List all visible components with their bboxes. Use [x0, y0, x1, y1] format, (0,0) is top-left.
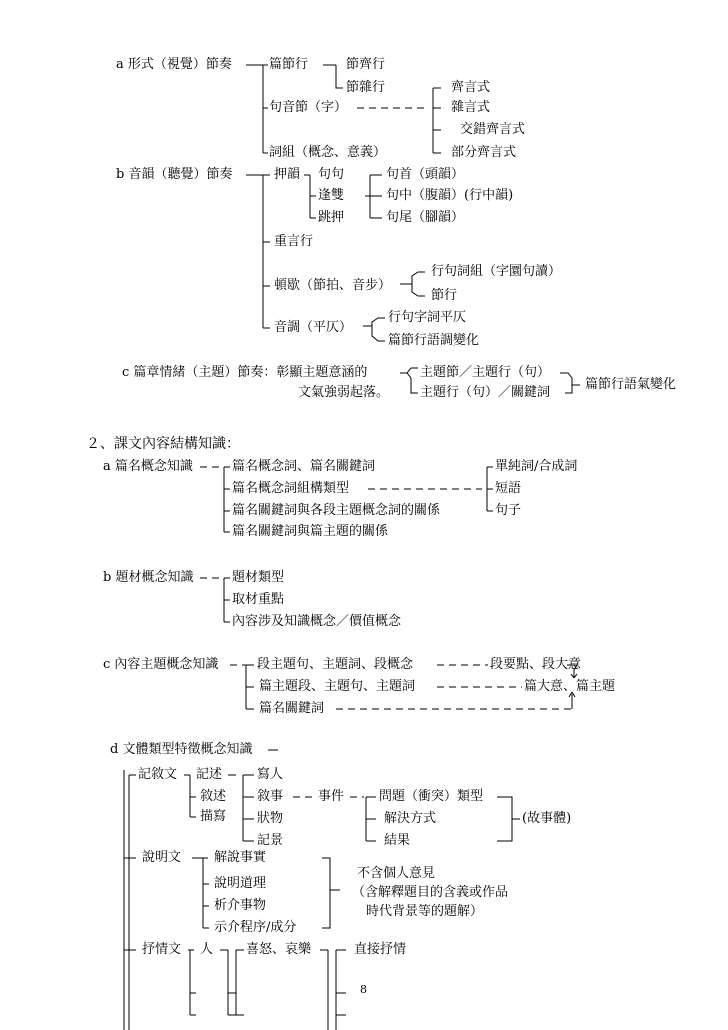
rhythm-a-node: 節齊行 [346, 57, 386, 72]
genre-expository: 說明文 [142, 850, 182, 865]
rhythm-b-node: 逢雙 [318, 188, 345, 203]
rhythm-c-node: 篇節行語氣變化 [585, 377, 677, 392]
genre-node: 寫人 [257, 767, 284, 782]
knowledge-a-type: 短語 [495, 481, 522, 496]
knowledge-b-item: 內容涉及知識概念／價值概念 [232, 614, 402, 629]
knowledge-c-item: 段主題句、主題詞、段概念 [257, 657, 414, 672]
rhythm-a-node: 篇節行 [269, 57, 309, 72]
genre-node: 描寫 [200, 809, 227, 824]
rhythm-b-node: 句中（腹韻）(行中韻) [386, 188, 514, 203]
rhythm-b-node: 行句詞組（字圜句讀） [431, 264, 562, 279]
knowledge-b-root: b 題材概念知識 [103, 570, 194, 585]
rhythm-b-node: 重言行 [274, 234, 314, 249]
rhythm-a-root: a 形式（視覺）節奏 [116, 57, 232, 72]
rhythm-b-node: 句尾（腳韻） [386, 210, 465, 225]
genre-node: 記景 [257, 833, 284, 848]
rhythm-b-node: 音調（平仄） [274, 320, 353, 335]
genre-node: 示介程序/成分 [214, 920, 297, 935]
knowledge-d-root: d 文體類型特徵概念知識 [110, 742, 253, 757]
rhythm-b-node: 跳押 [318, 210, 345, 225]
genre-node: (故事體) [522, 811, 572, 826]
rhythm-a-node: 詞組（概念、意義） [269, 145, 387, 160]
rhythm-c-root-cont: 文氣強弱起落。 [298, 385, 390, 400]
knowledge-b-item: 取材重點 [232, 592, 285, 607]
knowledge-c-item: 段要點、段大意 [490, 657, 582, 672]
rhythm-c-root: c 篇章情緒（主題）節奏：彰顯主題意涵的 [122, 365, 368, 380]
rhythm-b-node: 句句 [318, 167, 345, 182]
genre-node: 狀物 [257, 811, 284, 826]
knowledge-a-type: 單純詞/合成詞 [495, 459, 578, 474]
rhythm-b-node: 押韻 [274, 167, 301, 182]
knowledge-a-item: 篇名關鍵詞與篇主題的關係 [232, 524, 389, 539]
rhythm-c-node: 主題行（句）／關鍵詞 [420, 385, 551, 400]
knowledge-a-type: 句子 [495, 503, 522, 518]
genre-node: 問題（衝突）類型 [379, 789, 484, 804]
rhythm-b-node: 頓歇（節拍、音步） [274, 278, 392, 293]
genre-note: 不含個人意見 [357, 866, 436, 881]
knowledge-a-item: 篇名概念詞、篇名關鍵詞 [232, 459, 376, 474]
genre-node: 喜怒、哀樂 [246, 942, 312, 957]
genre-node: 事件 [318, 789, 345, 804]
genre-narrative: 記敘文 [138, 767, 178, 782]
knowledge-a-root: a 篇名概念知識 [103, 459, 193, 474]
genre-node: 直接抒情 [354, 942, 407, 957]
genre-node: 結果 [384, 833, 411, 848]
knowledge-c-item: 篇主題段、主題句、主題詞 [259, 679, 416, 694]
rhythm-a-node: 交錯齊言式 [460, 122, 526, 137]
genre-note: （含解釋題目的含義或作品 [352, 885, 509, 900]
rhythm-b-node: 節行 [431, 288, 458, 303]
rhythm-a-node: 句音節（字） [269, 100, 348, 115]
genre-node: 敘述 [200, 789, 227, 804]
rhythm-a-node: 節雜行 [346, 80, 386, 95]
genre-node: 人 [200, 942, 214, 957]
rhythm-a-node: 雜言式 [451, 100, 491, 115]
genre-node: 解決方式 [384, 811, 437, 826]
genre-node: 說明道理 [214, 876, 267, 891]
rhythm-b-node: 行句字詞平仄 [388, 310, 467, 325]
rhythm-b-node: 篇節行語調變化 [388, 333, 480, 348]
knowledge-c-item: 篇大意、篇主題 [524, 679, 616, 694]
knowledge-a-item: 篇名概念詞組構類型 [232, 481, 350, 496]
genre-node: 敘事 [257, 789, 284, 804]
genre-node: 解說事實 [214, 850, 267, 865]
genre-lyrical: 抒情文 [142, 942, 182, 957]
rhythm-c-node: 主題節／主題行（句） [420, 365, 551, 380]
knowledge-a-item: 篇名關鍵詞與各段主題概念詞的關係 [232, 503, 441, 518]
page-number: 8 [360, 983, 367, 996]
rhythm-b-root: b 音韻（聽覺）節奏 [116, 167, 233, 182]
knowledge-c-item: 篇名關鍵詞 [259, 701, 325, 716]
knowledge-c-root: c 內容主題概念知識 [103, 657, 219, 672]
knowledge-b-item: 題材類型 [232, 570, 285, 585]
genre-note: 時代背景等的題解） [366, 904, 484, 919]
section-heading: ２、課文內容結構知識： [86, 436, 240, 452]
genre-node: 記述 [196, 767, 223, 782]
rhythm-a-node: 部分齊言式 [451, 145, 517, 160]
rhythm-a-node: 齊言式 [451, 80, 491, 95]
genre-node: 析介事物 [214, 898, 267, 913]
rhythm-b-node: 句首（頭韻） [386, 167, 465, 182]
